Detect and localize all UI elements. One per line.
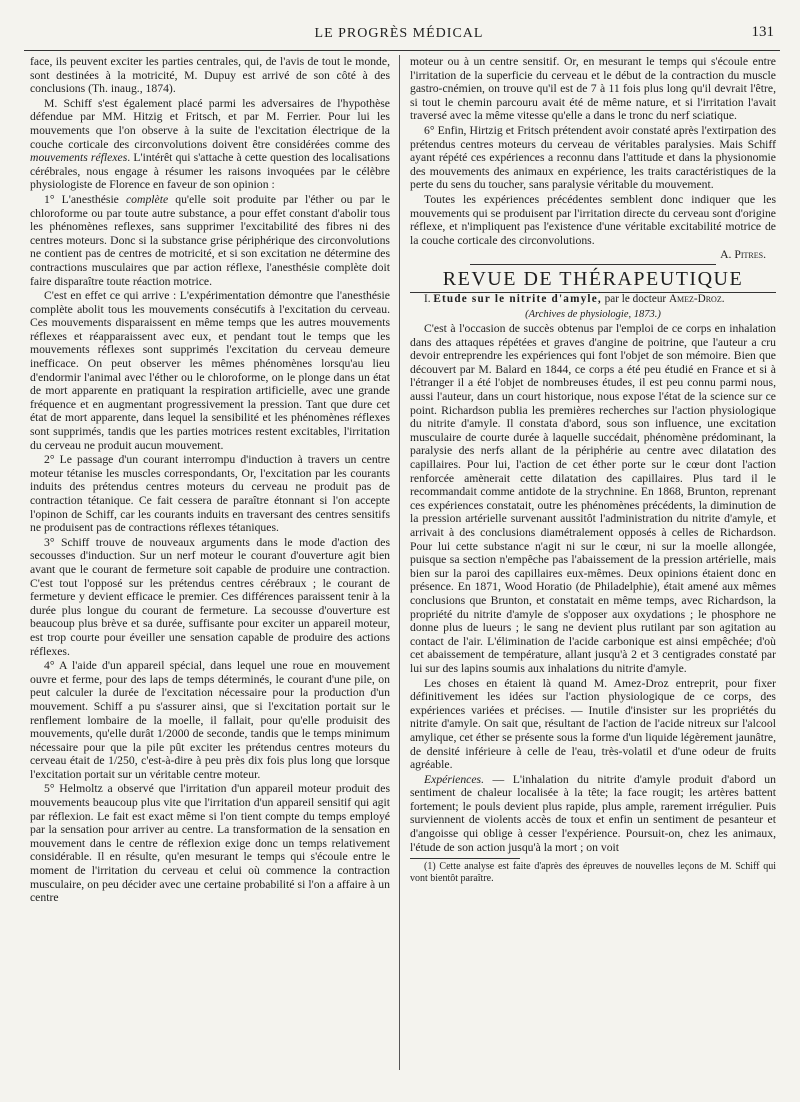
paragraph: C'est à l'occasion de succès obtenus par l'emploi de ce corps en inhalation dans des attaques répétées et graves d'angine de poitrine, que l'auteur a cru devoir entreprendre les expériences qui font l'objet de son mémoire. Bien que découvert par M. Balard en 1844, ce corps a été peu étudié en France et si à l'étranger il a été l'objet de nombreuses études, il est peu connu parmi nous, aussi l'auteur, dans un court historique, nous expose l'état de la science sur ce point. Richardson publia les premières recherches sur l'action physiologique du nitrite d'amyle. Il constata d'abord, sous son influence, une excitation musculaire de courte durée à laquelle succédait, phénomène prédominant, la paralysie des nerfs allant de la périphérie au centre avec dilatation des capillaires. Pour lui, l'action de cet éther porte sur le cœur dont l'action renforcée amènerait cette dilatation des capillaires. Plus tard il le recommandait comme antidote de la strychnine. En 1868, Brunton, reprenant ces expériences constatait, outre les phénomènes précédents, la diminution de la pression artérielle survenant aussitôt l'administration du nitrite d'amyle, et arrivait à des conclusions diamétralement opposés à celles de Richardson. Pour lui cette substance n'agit ni sur le cœur, ni sur la moelle allongée, puisque sa section n'empêche pas l'abaissement de la pression artérielle, mais bien sur la paroi des capillaires eux-mêmes. Deux opinions étaient donc en présence. En 1871, Wood Horatio (de Philadelphie), était amené aux mêmes conclusions que Brunton, et constatait en même temps, avec Richardson, la propriété du nitrite d'amyle de s'opposer aux oxydations ; le phosphore ne donne plus de lueurs ; le sang ne devient plus rutilant par son agitation au contact de l'air. L'élimination de l'acide carbonique est ainsi empêchée; d'où cet abaissement de température, allant jusqu'à 2 et 3 centigrades constaté par lui sur des lapins soumis aux inhalations du nitrite d'amyle. xyxy=(410,322,776,675)
footnote-rule xyxy=(410,858,520,859)
header-rule xyxy=(24,50,780,51)
right-column xyxy=(410,55,776,886)
paragraph: 2° Le passage d'un courant interrompu d'induction à travers un centre moteur tétanise les muscles correspondants, Or, l'excitation par les courants induits des prétendus centres moteurs du cerveau ne produit pas de contraction tétanique. Ce fait cessera de paraître étonnant si l'on accepte l'opinon de Schiff, car les courants induits en traversant des centres sensitifs ne produisent pas de contractions réflexes tétaniques. xyxy=(30,453,390,535)
paragraph: 5° Helmoltz a observé que l'irritation d'un appareil moteur produit des mouvements beaucoup plus vite que l'irritation d'un appareil sensitif qui agit par réflexion. Le fait est exact même si l'on tient compte du temps employé par la sensation pour arriver au centre. La transformation de la sensation en mouvement dans le centre de réflexion exige donc un temps relativement considérable. Il en résulte, qu'en mesurant le temps qui s'écoule entre le moment de l'irritation du cerveau et celui où commence la contraction musculaire, on peu décider avec une certaine probabilité si l'on a affaire à un centre xyxy=(30,782,390,905)
fraction: 1/2000 xyxy=(156,727,190,741)
paragraph: C'est en effet ce qui arrive : L'expérimentation démontre que l'anesthésie complète abolit tous les mouvements consécutifs à l'excitation du cerveau. Ces mouvements disparaissent en même temps que les autres mouvements réflexes et réapparaissent avec eux, et pendant tout le temps que les mouvements réflexes sont supprimés l'excitation du cerveau demeure inefficace. On peut observer les mêmes phénomènes lorsqu'au lieu d'endormir l'animal avec l'éther ou le chloroforme, on le plonge dans un état de mort apparente en pratiquant la respiration artificielle, avec une grande fréquence et en augmentant progressivement la pression. Tant que dure cet état de mort apparente, dans lequel la sensibilité et les phénomènes réflexes sont supprimés, tandis que les parties motrices restent excitables, l'irritation du cerveau ne produit aucun mouvement. xyxy=(30,289,390,452)
paragraph: Les choses en étaient là quand M. Amez-Droz entreprit, pour fixer définitivement les idées sur l'action physiologique de ce corps, des expériences variées et précises. — Inutile d'insister sur les propriétés du nitrite d'amyle. On sait que, résultant de l'action de l'acide nitreux sur l'alcool amylique, cet éther se présente sous la forme d'un liquide légèrement jaunâtre, de densité inférieure à celle de l'eau, très-volatil et d'une odeur de fruits agréable. xyxy=(410,676,776,772)
paragraph: 4° A l'aide d'un appareil spécial, dans lequel une roue en mouvement ouvre et ferme, pour des laps de temps déterminés, le courant d'une pile, on peut calculer la durée de l'excitation nécessaire pour la production d'un mouvement. Schiff a pu s'assurer ainsi, que si l'excitation portait sur le renflement lombaire de la moelle, il fallait, pour qu'elle produisit des mouvements, qu'elle durât 1/2000 de seconde, tandis que le temps minimum nécessaire pour que la pile pût exciter les prétendus centres moteurs du cerveau était de 1/250, c'est-à-dire à peu près dix fois plus long que lorsque l'excitation portait sur un véritable centre moteur. xyxy=(30,659,391,781)
paragraph: moteur ou à un centre sensitif. Or, en mesurant le temps qui s'écoule entre l'irritation de la superficie du cerveau et le début de la contraction du muscle gastro-cnémien, on trouve qu'il est de 7 à 11 fois plus long qu'il devrait l'être, si tout le chemin parcouru avait été de même nature, et si l'irritation l'avait traversé avec la même vitesse qu'elle a dans le tronc du nerf sciatique. xyxy=(410,55,776,123)
paragraph: Expériences. — L'inhalation du nitrite d'amyle produit d'abord un sentiment de chaleur localisée à la tête; la face rougit; les artères battent fortement; le pouls devient plus rapide, plus ample, rarement irrégulier. Puis surviennent de violents accès de toux et enfin un sentiment de pesanteur et d'angoisse qui oblige à cesser l'expérience. Poursuit-on, chez les animaux, l'étude de son action jusqu'à la mort ; on voit xyxy=(410,772,776,854)
paragraph: 3° Schiff trouve de nouveaux arguments dans le mode d'action des secousses d'induction. Sur un nerf moteur le courant d'ouverture agit bien avant que le courant de fermeture soit capable de produire une contraction. C'est tout l'opposé sur les prétendus centres cérébraux ; le courant de fermeture y devient efficace le premier. Ces différences paraissent tenir à la durée plus longue du courant de fermeture. La secousse d'ouverture est beaucoup plus brève et sa durée, suffisante pour exciter un appareil moteur, est trop courte pour éveiller une sensation capable de produire des actions réflexes. xyxy=(30,535,390,658)
ornament-rule xyxy=(470,264,716,265)
page-number: 131 xyxy=(751,24,774,40)
page-header xyxy=(24,22,774,46)
running-title: LE PROGRÈS MÉDICAL xyxy=(314,26,484,41)
author-signature: A. Pitres. xyxy=(720,248,766,262)
column-divider xyxy=(399,55,400,1070)
left-column xyxy=(30,55,390,906)
paragraph: 1° L'anesthésie complète qu'elle soit produite par l'éther ou par le chloroforme ou par toute autre substance, a pour effet constant d'abolir tous les phénomènes reflexes, sans supprimer l'excitabilité des fibres ni des centres moteurs. Donc si la substance grise périphérique des circonvolutions ne contient pas de centres de motricité, et si son excitation ne détermine des contractions musculaires que par action réflexe, l'anesthésie complète doit faire disparaître toute réaction motrice. xyxy=(30,192,390,288)
paragraph: Toutes les expériences précédentes semblent donc indiquer que les mouvements qui se produisent par l'irritation directe du cerveau sont d'origine réflexe, et n'impliquent pas l'existence d'une véritable excitabilité motrice de la couche corticale des circonvolutions. xyxy=(410,192,776,247)
footnote: (1) Cette analyse est faite d'après des épreuves de nouvelles leçons de M. Schiff qui vont bientôt paraître. xyxy=(410,861,776,885)
paragraph: M. Schiff s'est également placé parmi les adversaires de l'hypothèse défendue par MM. Hitzig et Fritsch, et par M. Ferrier. Pour lui les mouvements que l'on observe à la suite de l'excitation électrique de la couche corticale des circonvolutions doivent être considérées comme des mouvements réflexes. L'intérêt qui s'attache à cette question des localisations cérébrales, nous engage à résumer les raisons invoquées par le célèbre physiologiste de Florence en faveur de son opinion : xyxy=(30,96,390,192)
paragraph: 6° Enfin, Hirtzig et Fritsch prétendent avoir constaté après l'extirpation des prétendus centres moteurs du cerveau de véritables paralysies. Mais Schiff ayant répété ces expériences a reconnu dans l'attitude et dans la physionomie des mouvements des animaux en expérience, les traits caractéristiques de la perte du sens du toucher, sans paralysie véritable du mouvement. xyxy=(410,123,776,192)
paragraph: face, ils peuvent exciter les parties centrales, qui, de l'avis de tout le monde, sont destinées à la motricité, M. Dupuy est arrivé de son côté à des conclusions (Th. inaug., 1874). xyxy=(30,55,390,96)
section-title: REVUE DE THÉRAPEUTIQUE xyxy=(410,267,776,293)
article-title: I. Etude sur le nitrite d'amyle, par le docteur Amez-Droz. xyxy=(424,292,725,305)
article-source: (Archives de physiologie, 1873.) xyxy=(525,308,661,320)
fraction: 1/250 xyxy=(108,754,135,768)
